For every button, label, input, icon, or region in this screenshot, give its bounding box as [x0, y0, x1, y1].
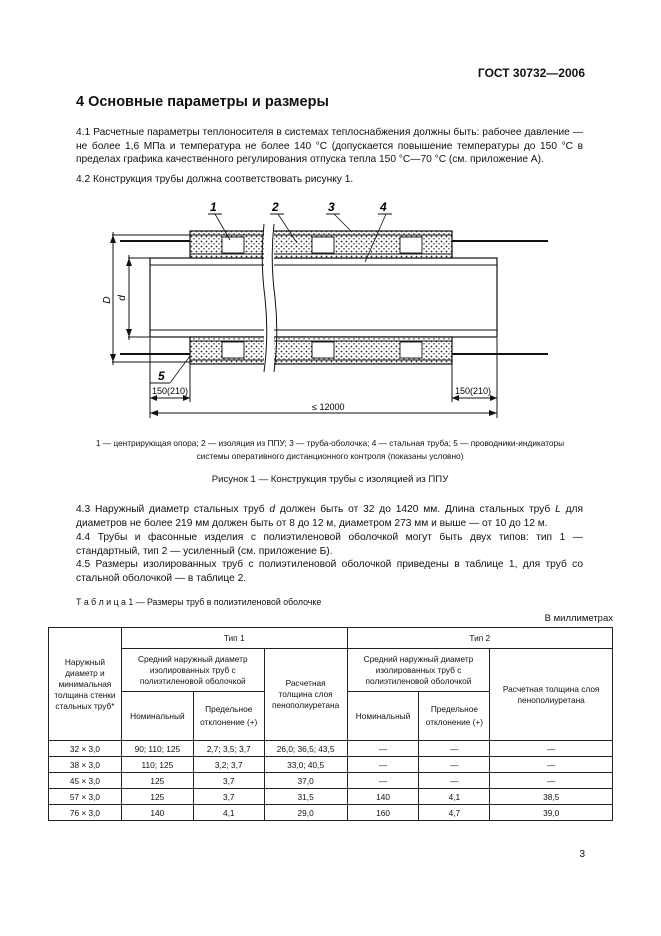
page-number: 3 [579, 849, 585, 860]
cell: 38,5 [490, 789, 613, 805]
cell: — [490, 773, 613, 789]
table-units: В миллиметрах [544, 613, 613, 624]
cell: 37,0 [264, 773, 347, 789]
dim-left-label: 150(210) [152, 386, 189, 396]
callout-5: 5 [158, 369, 165, 383]
table-row [49, 757, 613, 773]
cell: 3,2; 3,7 [193, 757, 264, 773]
p43-part-c: для диаметров не более 219 мм должен быть от 8 до 12 м, диаметром 273 мм и выше — от 10 до 12 м. [76, 504, 583, 529]
cell: 57 × 3,0 [49, 789, 122, 805]
p43-part-a: 4.3 Наружный диаметр стальных труб [76, 504, 265, 515]
paragraph-4-3 [76, 503, 583, 530]
table-row [49, 741, 613, 757]
table-row [49, 805, 613, 821]
callout-1: 1 [210, 200, 217, 214]
cell: 32 × 3,0 [49, 741, 122, 757]
callout-3: 3 [328, 200, 335, 214]
paragraph-4-2: 4.2 Конструкция трубы должна соответствовать рисунку 1. [76, 174, 354, 185]
col-header-type2: Тип 2 [347, 628, 612, 649]
paragraph-4-1: 4.1 Расчетные параметры теплоносителя в системах теплоснабжения должны быть: рабочее давление — не более 1,6 МПа и температура не более 140 °С (допускается повышение температуры до 150 °С в пределах графика качественного регулирования отпуска тепла 150 °С—70 °С (см. приложение А). [76, 127, 583, 166]
cell: — [490, 757, 613, 773]
pipe-dimensions-table [48, 627, 613, 821]
cell: — [419, 757, 490, 773]
cell: 39,0 [490, 805, 613, 821]
dim-D-label: D [102, 296, 113, 304]
cell: 140 [121, 805, 193, 821]
cell: 140 [347, 789, 419, 805]
p43-part-b: должен быть от 32 до 1420 мм. Длина стальных труб [279, 504, 551, 515]
p43-symbol-d: d [269, 504, 276, 515]
cell: — [490, 741, 613, 757]
dim-d-label: d [117, 295, 128, 301]
cell: 29,0 [264, 805, 347, 821]
cell: — [347, 773, 419, 789]
col-header-avg-diam-2: Средний наружный диаметр изолированных труб с полиэтиленовой оболочкой [347, 649, 490, 692]
col-header-nominal-2: Номинальный [347, 692, 419, 741]
cell: — [419, 773, 490, 789]
section-title: 4 Основные параметры и размеры [76, 94, 329, 110]
cell: 33,0; 40,5 [264, 757, 347, 773]
figure-title: Рисунок 1 — Конструкция трубы с изоляцией из ППУ [211, 474, 449, 485]
paragraph-4-4: 4.4 Трубы и фасонные изделия с полиэтиленовой оболочкой могут быть двух типов: тип 1 — стандартный, тип 2 — усиленный (см. приложение Б). [76, 532, 583, 557]
col-header-nominal-1: Номинальный [121, 692, 193, 741]
callout-2: 2 [272, 200, 279, 214]
cell: 45 × 3,0 [49, 773, 122, 789]
cell: 3,7 [193, 789, 264, 805]
table-row [49, 773, 613, 789]
cell: 160 [347, 805, 419, 821]
standard-number: ГОСТ 30732—2006 [477, 66, 585, 80]
paragraph-4-5: 4.5 Размеры изолированных труб с полиэтиленовой оболочкой приведены в таблице 1, для труб со стальной оболочкой — в таблице 2. [76, 559, 583, 584]
cell: 4,1 [193, 805, 264, 821]
caption-line-1: 1 — центрирующая опора; 2 — изоляция из ППУ; 3 — труба-оболочка; 4 — стальная труба; 5 — проводники-индикаторы [95, 438, 565, 448]
cell: 110; 125 [121, 757, 193, 773]
figure-caption [60, 437, 600, 463]
col-header-deviation-2: Предельное отклонение (+) [419, 692, 490, 741]
dim-right-label: 150(210) [455, 386, 492, 396]
cell: — [347, 757, 419, 773]
cell: — [347, 741, 419, 757]
cell: 3,7 [193, 773, 264, 789]
col-header-type1: Тип 1 [121, 628, 347, 649]
callout-4: 4 [380, 200, 387, 214]
cell: 125 [121, 773, 193, 789]
col-header-avg-diam-1: Средний наружный диаметр изолированных труб с полиэтиленовой оболочкой [121, 649, 264, 692]
col-header-deviation-1: Предельное отклонение (+) [193, 692, 264, 741]
cell: 4,1 [419, 789, 490, 805]
cell: 76 × 3,0 [49, 805, 122, 821]
cell: 31,5 [264, 789, 347, 805]
col-header-thickness-1: Расчетная толщина слоя пенополиуретана [264, 649, 347, 741]
cell: 90; 110; 125 [121, 741, 193, 757]
col-header-pipe: Наружный диаметр и минимальная толщина стенки стальных труб* [49, 628, 122, 741]
table-row [49, 789, 613, 805]
dim-length-label: ≤ 12000 [312, 402, 345, 412]
cell: — [419, 741, 490, 757]
pipe-figure [0, 190, 661, 430]
caption-line-2: системы оперативного дистанционного контроля (показаны условно) [196, 451, 464, 461]
cell: 38 × 3,0 [49, 757, 122, 773]
p43-symbol-L: L [555, 504, 561, 515]
cell: 125 [121, 789, 193, 805]
cell: 26,0; 36,5; 43,5 [264, 741, 347, 757]
cell: 4,7 [419, 805, 490, 821]
col-header-thickness-2: Расчетная толщина слоя пенополиуретана [490, 649, 613, 741]
cell: 2,7; 3,5; 3,7 [193, 741, 264, 757]
table-title: Т а б л и ц а 1 — Размеры труб в полиэтиленовой оболочке [76, 597, 322, 607]
